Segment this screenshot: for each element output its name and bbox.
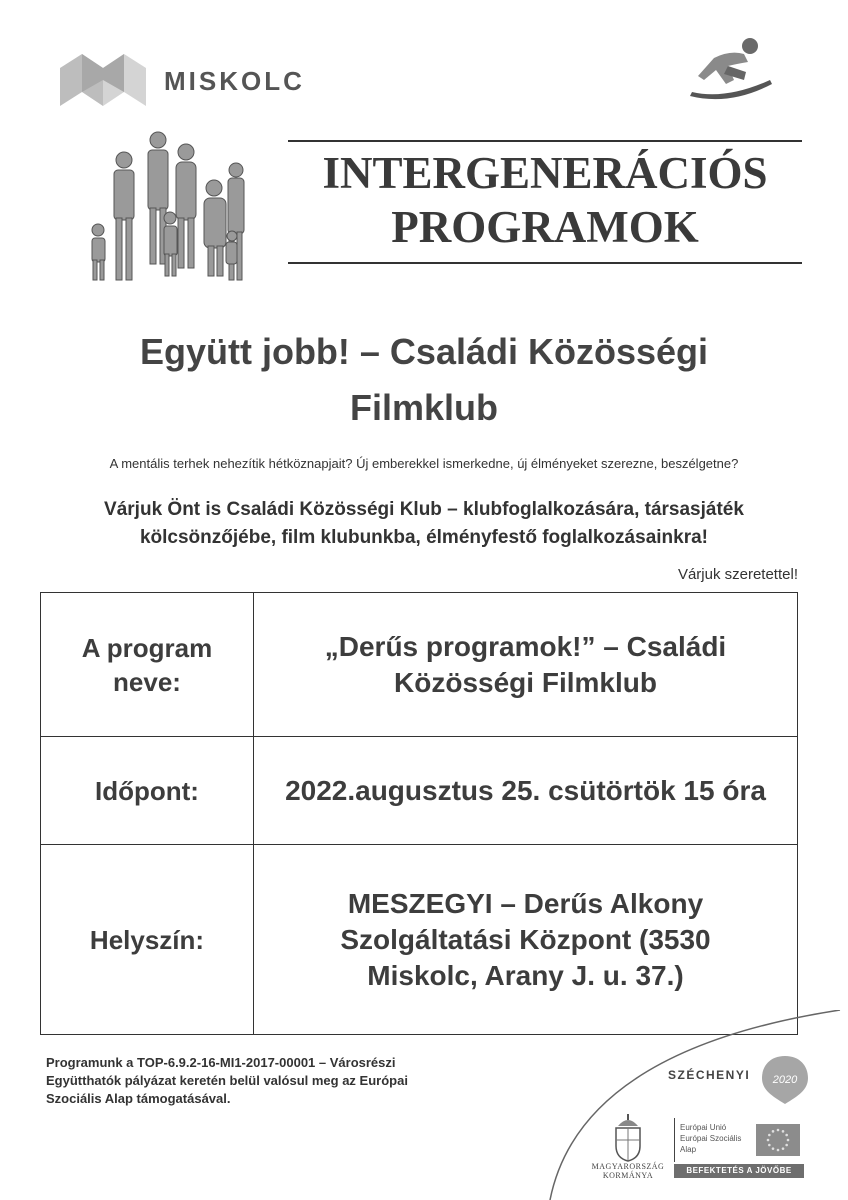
eu-star-icon [777, 1129, 780, 1132]
eu-line: Európai Szociális [680, 1134, 742, 1143]
label-line: Időpont: [95, 775, 199, 806]
label-line: neve: [113, 666, 181, 697]
table-row [41, 845, 798, 1035]
eu-star-icon [785, 1144, 788, 1147]
subtitle-line-1: Együtt jobb! – Családi Közösségi [139, 331, 709, 372]
program-name-label [41, 593, 254, 737]
skater-icon [686, 36, 776, 102]
value-line: „Derűs programok!” – Családi [324, 630, 727, 662]
eu-star-icon [782, 1147, 785, 1150]
invite-line-1: Várjuk Önt is Családi Közösségi Klub – klubfoglalkozására, társasjáték [104, 499, 744, 520]
intro-text: A mentális terhek nehezítik hétköznapjait? Új emberekkel ismerkedne, új élményeket szerezne, beszélgetne? [109, 456, 739, 471]
eu-star-icon [768, 1134, 771, 1137]
invite-text [60, 496, 788, 552]
event-subtitle [40, 324, 808, 436]
subtitle-line-2: Filmklub [349, 387, 498, 428]
page-title [288, 146, 802, 254]
eu-slogan-bar: BEFEKTETÉS A JÖVŐBE [674, 1164, 804, 1178]
location-label [41, 845, 254, 1035]
program-name-value [254, 593, 798, 737]
title-bottom-rule [288, 262, 802, 264]
invite-line-2: kölcsönzőjébe, film klubunkba, élményfestő foglalkozásainkra! [139, 527, 709, 548]
value-line: MESZEGYI – Derűs Alkony [347, 887, 704, 919]
eu-star-icon [785, 1134, 788, 1137]
szechenyi-badge-text: 2020 [772, 1074, 798, 1086]
table-row [41, 593, 798, 737]
table-row [41, 737, 798, 845]
label-line: Helyszín: [89, 924, 205, 955]
eu-line: Alap [680, 1145, 697, 1154]
title-line-2: PROGRAMOK [391, 202, 699, 252]
gov-line: MAGYARORSZÁG [591, 1162, 665, 1171]
value-line: Miskolc, Arany J. u. 37.) [367, 959, 684, 991]
city-logo-text: MISKOLC [164, 66, 305, 96]
eu-star-icon [772, 1147, 775, 1150]
eu-line: Európai Unió [680, 1123, 727, 1132]
program-info-table [40, 592, 798, 1035]
location-value [254, 845, 798, 1035]
date-label [41, 737, 254, 845]
eu-star-icon [767, 1139, 770, 1142]
eu-star-icon [787, 1139, 790, 1142]
eu-star-icon [772, 1130, 775, 1133]
hungarian-coat-of-arms-icon [610, 1114, 646, 1162]
funding-text [46, 1054, 516, 1108]
szechenyi-logo-text: SZÉCHENYI [668, 1068, 751, 1082]
label-line: A program [81, 632, 213, 663]
eu-star-icon [768, 1144, 771, 1147]
title-line-1: INTERGENERÁCIÓS [322, 148, 768, 198]
value-line: 2022.augusztus 25. csütörtök 15 óra [285, 774, 766, 806]
funding-line: Szociális Alap támogatásával. [46, 1091, 231, 1106]
miskolc-logo-icon [60, 54, 146, 106]
funding-line: Együtthatók pályázat keretén belül valósul meg az Európai [46, 1073, 408, 1088]
eu-star-icon [777, 1149, 780, 1152]
title-top-rule [288, 140, 802, 142]
value-line: Közösségi Filmklub [394, 666, 657, 698]
funding-line: Programunk a TOP-6.9.2-16-MI1-2017-00001 – Városrészi [46, 1055, 396, 1070]
value-line: Szolgáltatási Központ (3530 [340, 923, 711, 955]
eu-star-icon [782, 1130, 785, 1133]
government-logo-text [588, 1162, 668, 1180]
szechenyi-badge-icon [758, 1054, 812, 1104]
eu-flag-icon [756, 1124, 800, 1156]
date-value [254, 737, 798, 845]
eu-logo-text [680, 1122, 741, 1155]
family-illustration [86, 118, 256, 298]
gov-line: KORMÁNYA [602, 1171, 654, 1180]
welcome-text: Várjuk szeretettel! [677, 566, 798, 583]
